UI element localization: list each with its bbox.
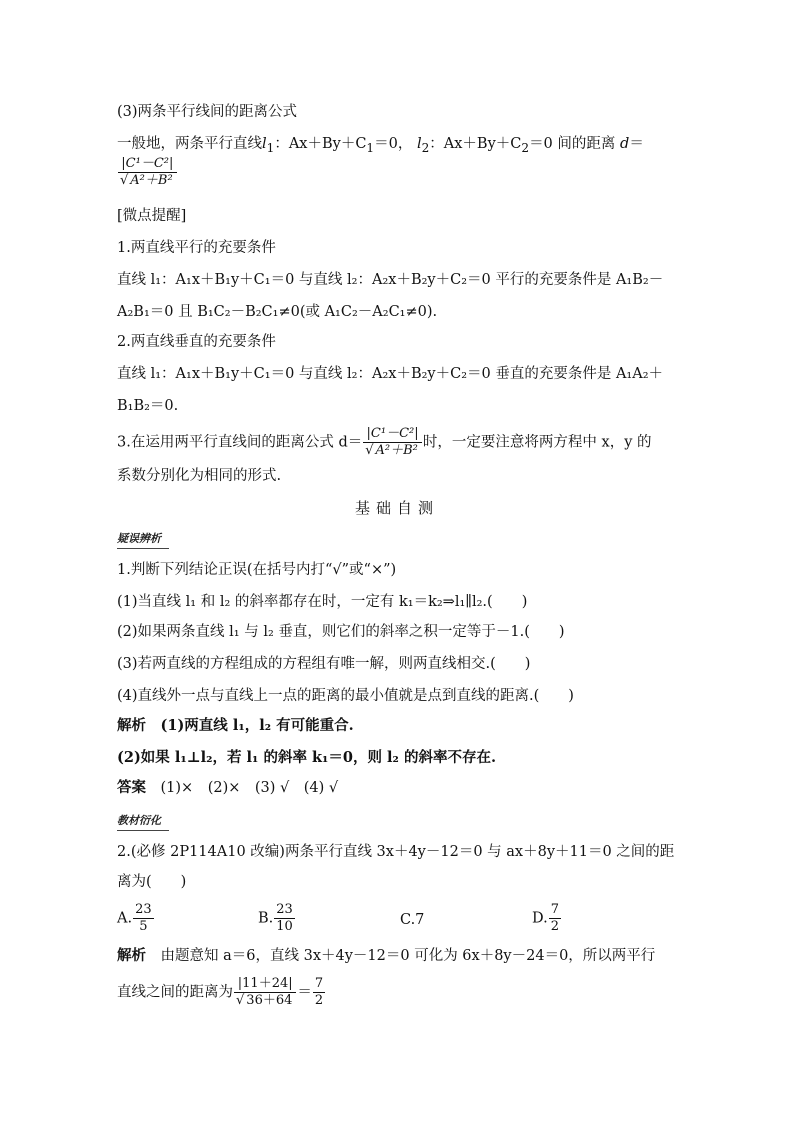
solution-2-line-1: 解析 由题意知 a＝6，直线 3x＋4y－12＝0 可化为 6x＋8y－24＝0，所以两平行	[117, 947, 656, 964]
question-1-item-1: (1)当直线 l₁ 和 l₂ 的斜率都存在时，一定有 k₁＝k₂⇒l₁∥l₂.( )	[117, 594, 528, 610]
tip-1-line-1: 直线 l₁：A₁x＋B₁y＋C₁＝0 与直线 l₂：A₂x＋B₂y＋C₂＝0 平行的充要条件是 A₁B₂－	[117, 272, 664, 288]
option-a[interactable]: A. $\frac{23}{5}$	[117, 902, 152, 934]
question-2-line-2: 离为( )	[117, 874, 187, 890]
question-1-title: 1.判断下列结论正误(在括号内打“√”或“×”)	[117, 562, 397, 578]
tip-2-title: 2.两直线垂直的充要条件	[117, 334, 276, 350]
tag-textbook-adaptation: 教材衍化	[117, 814, 161, 827]
tip-3-line-2: 系数分别化为相同的形式.	[117, 468, 282, 484]
formula-numerator: |C¹－C²|	[118, 156, 177, 173]
section-3-title: (3)两条平行线间的距离公式	[117, 104, 298, 120]
solution-label: 解析	[117, 717, 146, 734]
tag-error-analysis: 疑误辨析	[117, 532, 161, 545]
tip-1-line-2: A₂B₁＝0 且 B₁C₂－B₂C₁≠0(或 A₁C₂－A₂C₁≠0).	[117, 304, 438, 320]
tip-2-line-2: B₁B₂＝0.	[117, 398, 179, 414]
answer-1: 答案 (1)× (2)× (3) √ (4) √	[117, 779, 339, 796]
question-1-item-4: (4)直线外一点与直线上一点的距离的最小值就是点到直线的距离.( )	[117, 688, 574, 704]
tip-3-line-1: 3.在运用两平行直线间的距离公式 d＝ $\frac{\text{|C¹－C²|}}{\text{√ A²＋B²}}$ 时，一定要注意将两方程中 x，y 的	[117, 426, 652, 458]
tip-title: [微点提醒]	[117, 208, 187, 224]
option-d[interactable]: D. $\frac{7}{2}$	[532, 902, 559, 934]
section-3-line-1: 一般地，两条平行直线$l_1$：$Ax+By+C_1=0$， $l_2$：$Ax+By+C_2=0$ 间的距离 d＝	[117, 136, 644, 155]
question-1-item-2: (2)如果两条直线 l₁ 与 l₂ 垂直，则它们的斜率之积一定等于－1.( )	[117, 624, 565, 640]
solution-1-line-2: (2)如果 l₁⊥l₂，若 l₁ 的斜率 k₁＝0，则 l₂ 的斜率不存在.	[117, 749, 496, 766]
answer-label: 答案	[117, 779, 146, 796]
solution-1-line-1: 解析 (1)两直线 l₁，l₂ 有可能重合.	[117, 717, 354, 734]
tip-2-line-1: 直线 l₁：A₁x＋B₁y＋C₁＝0 与直线 l₂：A₂x＋B₂y＋C₂＝0 垂直的充要条件是 A₁A₂＋	[117, 366, 664, 382]
formula-denominator: A²＋B²	[130, 173, 173, 188]
question-2-line-1: 2.(必修 2P114A10 改编)两条平行直线 3x＋4y－12＝0 与 ax＋8y＋11＝0 之间的距	[117, 844, 675, 860]
question-1-item-3: (3)若两直线的方程组成的方程组有唯一解，则两直线相交.( )	[117, 656, 531, 672]
option-c[interactable]: C.7	[400, 912, 425, 928]
tip-1-title: 1.两直线平行的充要条件	[117, 240, 276, 256]
section-heading: 基础自测	[354, 499, 439, 517]
option-b[interactable]: B. $\frac{23}{10}$	[258, 902, 293, 934]
solution-2-line-2: 直线之间的距离为 $\frac{|11+24|}{√ 36+64}$ ＝ $\frac{7}{2}$	[117, 976, 324, 1008]
distance-formula: $\frac{\text{|C¹－C²|}}{\text{√ A²＋B²}}$	[117, 156, 178, 189]
